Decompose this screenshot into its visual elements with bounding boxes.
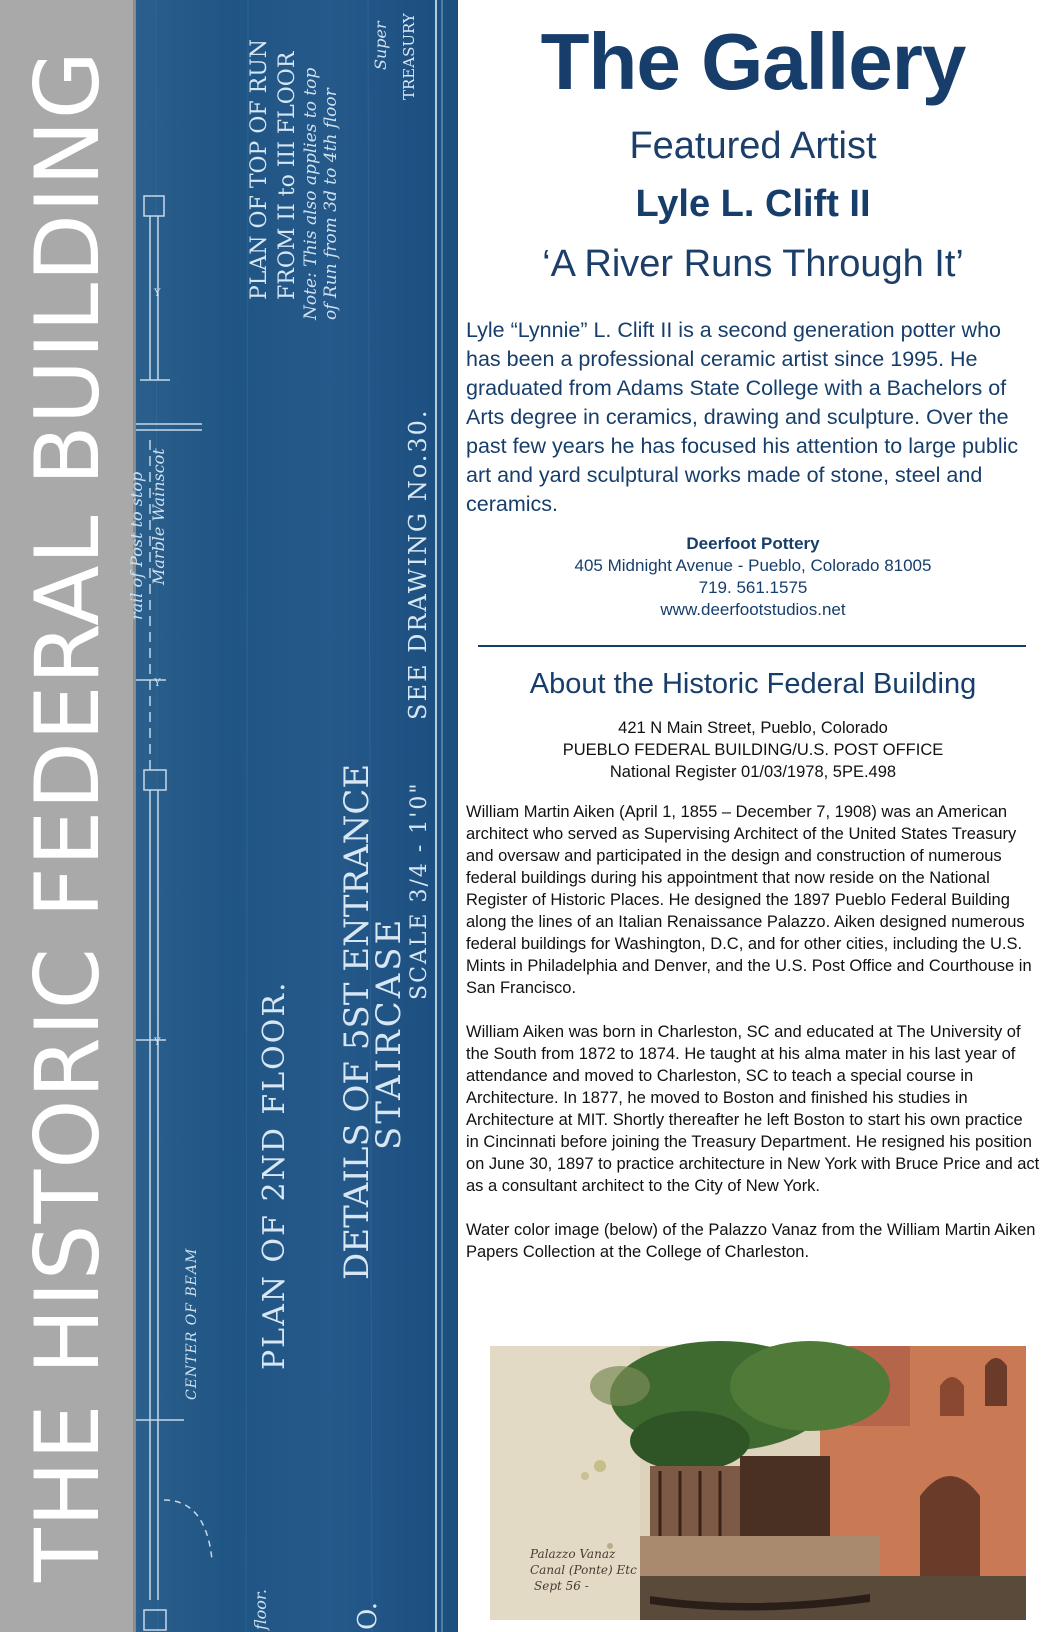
- history-paragraph-1: William Martin Aiken (April 1, 1855 – December 7, 1908) was an American architect who served as Supervising Architect of the United States Treasury and oversaw and participated in the design and construction of numerous federal buildings during his appointment that now reside on the National Register of Historic Places. He designed the 1897 Pueblo Federal Building along the lines of an Italian Renaissance Palazzo. Aiken designed numerous federal buildings for Washington, D.C, and for other cities, including the U.S. Mints in Philadelphia and Denver, and the U.S. Post Office and Courthouse in San Francisco.: [466, 803, 1032, 997]
- blueprint-plan-top: PLAN OF TOP OF RUN: [247, 39, 272, 300]
- artist-bio: Lyle “Lynnie” L. Clift II is a second generation potter who has been a professional ceramic artist since 1995. He graduated from Adams State College with a Bachelors of Arts degree in ceramics, drawing and sculpture. Over the past few years he has focused his attention to large public art and yard sculptural works made of stone, steel and ceramics.: [466, 318, 1019, 516]
- exhibit-title: ‘A River Runs Through It’: [542, 243, 964, 285]
- blueprint-floor: floor.: [251, 1589, 270, 1630]
- painting-inscription-1: Palazzo Vanaz: [530, 1547, 616, 1561]
- blueprint-rail-note-1: rail of Post to stop: [127, 471, 146, 620]
- blueprint-details: DETAILS OF 5ST ENTRANCE: [337, 763, 377, 1280]
- blueprint-plan-from: FROM II to III FLOOR: [275, 51, 300, 300]
- blueprint-scale: SCALE 3/4 - 1'0": [407, 781, 432, 1000]
- section-divider: [478, 645, 1026, 647]
- painting-inscription-3: Sept 56 -: [534, 1579, 589, 1593]
- side-band: [0, 0, 136, 1632]
- building-name: PUEBLO FEDERAL BUILDING/U.S. POST OFFICE: [562, 741, 944, 759]
- building-info: [466, 717, 1040, 783]
- blueprint-super: Super: [371, 21, 390, 70]
- history-paragraph-3: Water color image (below) of the Palazzo Vanaz from the William Martin Aiken Papers Collection at the College of Charleston.: [466, 1221, 1036, 1261]
- studio-phone: 719. 561.1575: [698, 578, 808, 597]
- blueprint-rail-note-2: Marble Wainscot: [149, 448, 168, 585]
- svg-text:Y: Y: [154, 678, 161, 689]
- studio-website[interactable]: www.deerfootstudios.net: [660, 600, 846, 619]
- studio-name: Deerfoot Pottery: [686, 534, 820, 553]
- artist-name: Lyle L. Clift II: [635, 183, 871, 225]
- svg-text:Y: Y: [154, 288, 161, 299]
- blueprint-image: [127, 0, 458, 1632]
- side-title: THE HISTORIC FEDERAL BUILDING: [16, 50, 119, 1582]
- about-heading: About the Historic Federal Building: [529, 668, 977, 700]
- blueprint-drawing: [127, 0, 458, 1632]
- blueprint-center-beam: CENTER OF BEAM: [184, 1247, 200, 1400]
- painting-inscription-2: Canal (Ponte) Etc: [530, 1563, 637, 1577]
- palazzo-vanaz-painting: [490, 1346, 1026, 1620]
- blueprint-note-1: Note: This also applies to top: [301, 67, 321, 320]
- building-address: 421 N Main Street, Pueblo, Colorado: [618, 719, 888, 737]
- page-title: The Gallery: [540, 17, 966, 106]
- history-paragraph-2: William Aiken was born in Charleston, SC and educated at The University of the South from 1872 to 1874. He taught at his alma mater in his last year of attendance and moved to Charleston, SC to teach a special course in Architecture. In 1877, he moved to Boston and finished his studies in Architecture at MIT. Shortly thereafter he left Boston to start his own practice in Cincinnati before joining the Treasury Department. He resigned his position on June 30, 1897 to practice architecture in New York with Bruce Price and act as a consultant architect to the City of New York.: [466, 1023, 1040, 1195]
- blueprint-see-drawing: SEE DRAWING No.30.: [404, 408, 432, 720]
- blueprint-note-2: of Run from 3d to 4th floor: [321, 88, 341, 320]
- blueprint-treasury: TREASURY: [400, 13, 418, 100]
- contact-block: [466, 533, 1040, 621]
- svg-text:Y: Y: [154, 1037, 161, 1048]
- blueprint-plan-2nd: PLAN OF 2ND FLOOR.: [257, 980, 292, 1370]
- register-info: National Register 01/03/1978, 5PE.498: [609, 763, 897, 781]
- content-column: [466, 0, 1040, 1263]
- blueprint-staircase: STAIRCASE: [369, 916, 409, 1150]
- blueprint-bottom-o: O.: [353, 1601, 383, 1630]
- studio-address: 405 Midnight Avenue - Pueblo, Colorado 81005: [574, 556, 932, 575]
- featured-label: Featured Artist: [629, 125, 877, 167]
